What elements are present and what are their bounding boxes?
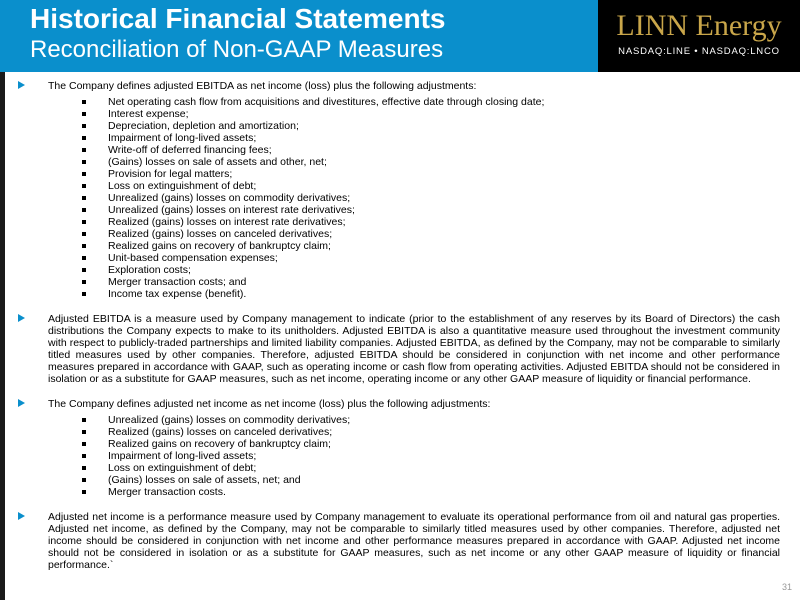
list-item	[82, 216, 780, 228]
slide-subtitle: Reconciliation of Non-GAAP Measures	[30, 36, 444, 63]
adjustments-list	[48, 414, 780, 498]
list-item	[82, 276, 780, 288]
section-adjusted-ebitda-definition	[18, 80, 780, 300]
list-item	[82, 132, 780, 144]
square-bullet-icon	[82, 220, 86, 224]
square-bullet-icon	[82, 208, 86, 212]
square-bullet-icon	[82, 442, 86, 446]
square-bullet-icon	[82, 244, 86, 248]
square-bullet-icon	[82, 136, 86, 140]
section-adjusted-net-income-definition	[18, 398, 780, 498]
square-bullet-icon	[82, 268, 86, 272]
section-adjusted-net-income-explanation	[18, 511, 780, 571]
list-item-text: Realized (gains) losses on interest rate derivatives;	[108, 216, 346, 228]
paragraph-text: Adjusted net income is a performance measure used by Company management to evaluate its operational performance from oil and natural gas properties. Adjusted net income, as defined by the Company, may not be comparable to similarly titled measures used by other companies. Therefore, adjusted net income should be considered in conjunction with net income and other performance measures prepared in accordance with GAAP. Adjusted net income should not be considered in isolation or as a substitute for GAAP measures, such as net income or any other GAAP measure of liquidity or financial performance.`	[48, 511, 780, 571]
list-item	[82, 474, 780, 486]
square-bullet-icon	[82, 418, 86, 422]
square-bullet-icon	[82, 112, 86, 116]
square-bullet-icon	[82, 256, 86, 260]
slide-header	[0, 0, 800, 72]
list-item	[82, 156, 780, 168]
company-logo	[598, 0, 800, 72]
list-item	[82, 288, 780, 300]
section-adjusted-ebitda-explanation	[18, 313, 780, 385]
list-item-text: Exploration costs;	[108, 264, 191, 276]
logo-tickers: NASDAQ:LINE • NASDAQ:LNCO	[618, 46, 780, 57]
paragraph-text: The Company defines adjusted net income as net income (loss) plus the following adjustments:	[48, 398, 491, 410]
list-item	[82, 486, 780, 498]
square-bullet-icon	[82, 100, 86, 104]
list-item-text: Net operating cash flow from acquisitions and divestitures, effective date through closing date;	[108, 96, 545, 108]
list-item	[82, 264, 780, 276]
list-item	[82, 426, 780, 438]
list-item-text: Realized (gains) losses on canceled derivatives;	[108, 228, 333, 240]
list-item-text: Depreciation, depletion and amortization;	[108, 120, 299, 132]
square-bullet-icon	[82, 148, 86, 152]
list-item-text: Impairment of long-lived assets;	[108, 450, 257, 462]
slide-body	[18, 80, 780, 571]
list-item-text: Income tax expense (benefit).	[108, 288, 247, 300]
list-item-text: Loss on extinguishment of debt;	[108, 180, 257, 192]
square-bullet-icon	[82, 490, 86, 494]
list-item	[82, 438, 780, 450]
list-item	[82, 450, 780, 462]
list-item-text: Unrealized (gains) losses on commodity derivatives;	[108, 414, 351, 426]
list-item-text: Merger transaction costs.	[108, 486, 226, 498]
page-number: 31	[781, 582, 792, 592]
logo-name: LINN Energy	[616, 9, 782, 42]
left-edge-bar	[0, 72, 5, 600]
square-bullet-icon	[82, 196, 86, 200]
bullet-arrow-icon	[18, 314, 25, 322]
list-item	[82, 204, 780, 216]
list-item	[82, 240, 780, 252]
list-item	[82, 96, 780, 108]
list-item-text: (Gains) losses on sale of assets, net; and	[108, 474, 301, 486]
list-item-text: Unit-based compensation expenses;	[108, 252, 278, 264]
list-item	[82, 192, 780, 204]
list-item	[82, 120, 780, 132]
list-item-text: Unrealized (gains) losses on interest rate derivatives;	[108, 204, 355, 216]
list-item-text: Impairment of long-lived assets;	[108, 132, 257, 144]
list-item	[82, 180, 780, 192]
list-item-text: Merger transaction costs; and	[108, 276, 247, 288]
list-item-text: Realized gains on recovery of bankruptcy claim;	[108, 240, 331, 252]
list-item	[82, 252, 780, 264]
square-bullet-icon	[82, 292, 86, 296]
bullet-arrow-icon	[18, 512, 25, 520]
square-bullet-icon	[82, 184, 86, 188]
bullet-arrow-icon	[18, 81, 25, 89]
list-item-text: Realized gains on recovery of bankruptcy claim;	[108, 438, 331, 450]
list-item-text: (Gains) losses on sale of assets and other, net;	[108, 156, 327, 168]
paragraph-text: Adjusted EBITDA is a measure used by Company management to indicate (prior to the establishment of any reserves by its Board of Directors) the cash distributions the Company expects to make to its unitholders. Adjusted EBITDA is also a quantitative measure used throughout the investment community with respect to publicly-traded partnerships and limited liability companies. Adjusted EBITDA, as defined by the Company, may not be comparable to similarly titled measures used by other companies. Therefore, adjusted EBITDA should be considered in conjunction with net income and other performance measures prepared in accordance with GAAP, such as operating income or cash flow from operating activities. Adjusted EBITDA should not be considered in isolation or as a substitute for GAAP measures, such as net income, operating income or any other GAAP measure of liquidity or financial performance.	[48, 313, 780, 385]
list-item-text: Interest expense;	[108, 108, 189, 120]
list-item	[82, 108, 780, 120]
adjustments-list	[48, 96, 780, 300]
slide-title: Historical Financial Statements	[30, 3, 446, 34]
square-bullet-icon	[82, 280, 86, 284]
square-bullet-icon	[82, 172, 86, 176]
square-bullet-icon	[82, 124, 86, 128]
square-bullet-icon	[82, 466, 86, 470]
list-item	[82, 144, 780, 156]
list-item	[82, 414, 780, 426]
list-item-text: Unrealized (gains) losses on commodity derivatives;	[108, 192, 351, 204]
square-bullet-icon	[82, 430, 86, 434]
paragraph-text: The Company defines adjusted EBITDA as net income (loss) plus the following adjustments:	[48, 80, 477, 92]
list-item-text: Realized (gains) losses on canceled derivatives;	[108, 426, 333, 438]
list-item-text: Loss on extinguishment of debt;	[108, 462, 257, 474]
square-bullet-icon	[82, 454, 86, 458]
list-item	[82, 228, 780, 240]
list-item	[82, 462, 780, 474]
square-bullet-icon	[82, 478, 86, 482]
list-item-text: Provision for legal matters;	[108, 168, 233, 180]
list-item	[82, 168, 780, 180]
bullet-arrow-icon	[18, 399, 25, 407]
square-bullet-icon	[82, 232, 86, 236]
list-item-text: Write-off of deferred financing fees;	[108, 144, 272, 156]
square-bullet-icon	[82, 160, 86, 164]
